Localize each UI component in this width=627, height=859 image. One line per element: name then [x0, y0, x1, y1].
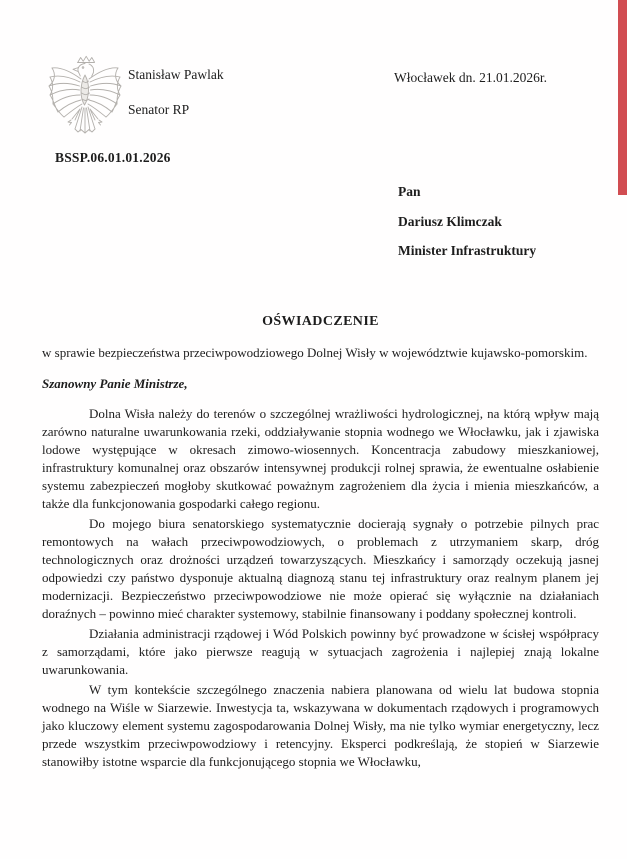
recipient-role: Minister Infrastruktury [398, 243, 537, 258]
recipient-name: Dariusz Klimczak [398, 213, 502, 229]
document-title: OŚWIADCZENIE [262, 314, 379, 329]
body-paragraph: Działania administracji rządowej i Wód Polskich powinny być prowadzone w ścisłej współpracy z samorządami, które jako pierwsze reagują w sytuacjach zagrożenia i najlepiej znają lokalne uwarunkowania. [42, 625, 599, 677]
salutation: Szanowny Panie Ministrze, [42, 375, 188, 391]
reference-number: BSSP.06.01.01.2026 [55, 150, 171, 165]
subject-line: w sprawie bezpieczeństwa przeciwpowodziowego Dolnej Wisły w województwie kujawsko-pomorskim. [42, 345, 588, 360]
red-edge-stripe [618, 0, 627, 195]
polish-eagle-emblem [46, 53, 124, 143]
sender-title: Senator RP [128, 102, 190, 117]
body-paragraph: W tym kontekście szczególnego znaczenia nabiera planowana od wielu lat budowa stopnia wodnego na Wiśle w Siarzewie. Inwestycja ta, wskazywana w dokumentach rządowych i programowych jako kluczowy element systemu zagospodarowania Dolnej Wisły, ma nie tylko wymiar energetyczny, lecz przede wszystkim przeciwpowodziowy i retencyjny. Eksperci podkreślają, że stopień w Siarzewie stanowiłby istotne wsparcie dla funkcjonującego stopnia we Włocławku, [42, 681, 599, 769]
sender-name: Stanisław Pawlak [128, 67, 224, 82]
body-paragraph: Do mojego biura senatorskiego systematycznie docierają sygnały o potrzebie pilnych prac remontowych na wałach przeciwpowodziowych, o problemach z utrzymaniem skarp, dróg technologicznych oraz drożności urządzeń towarzyszących. Mieszkańcy i samorządy oczekują jasnej odpowiedzi czy państwo dysponuje aktualną diagnozą stanu tej infrastruktury oraz realnym planem jej modernizacji. Bezpieczeństwo przeciwpowodziowe nie może opierać się wyłącznie na działaniach doraźnych – powinno mieć charakter systemowy, stabilnie finansowany i poddany społecznej kontroli. [42, 515, 599, 621]
recipient-salutation: Pan [398, 184, 421, 199]
recipient-block [398, 177, 536, 266]
body-paragraph: Dolna Wisła należy do terenów o szczególnej wrażliwości hydrologicznej, na którą wpływ mają zarówno naturalne uwarunkowania rzeki, oddziaływanie stopnia wodnego we Włocławku, jak i zjawiska lodowe występujące w okresach zimowo-wiosennych. Koncentracja zabudowy mieszkaniowej, infrastruktury komunalnej oraz obszarów intensywnej produkcji rolnej sprawia, że ewentualne osłabienie systemu zabezpieczeń mogłoby skutkować poważnym zagrożeniem dla życia i mienia mieszkańców, a także dla funkcjonowania gospodarki całego regionu. [42, 405, 599, 511]
letter-body [42, 312, 599, 771]
place-and-date: Włocławek dn. 21.01.2026r. [394, 70, 547, 85]
